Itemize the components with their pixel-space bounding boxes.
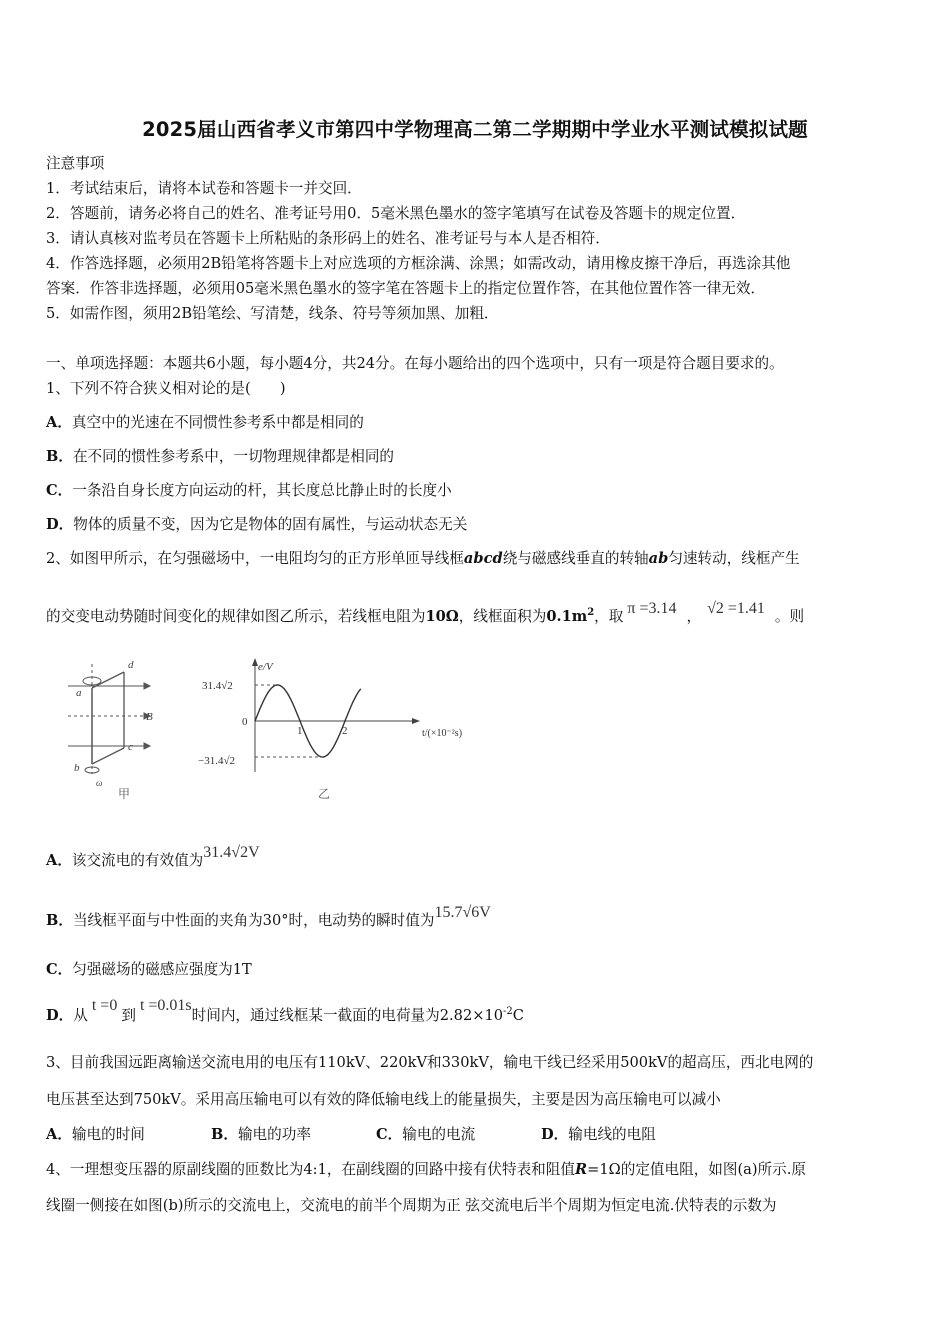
question-2-stem-line1 xyxy=(46,547,800,568)
option-math: 31.4√2V xyxy=(203,844,260,861)
stem-text: 2、如图甲所示，在匀强磁场中，一电阻均匀的正方形单匝导线框 xyxy=(46,550,464,567)
label-b: b xyxy=(74,762,80,774)
label-B: B xyxy=(146,711,153,723)
arrow-icon xyxy=(144,683,150,689)
option-label: A． xyxy=(46,1126,72,1143)
option-text: 输电线的电阻 xyxy=(568,1126,656,1143)
option-text: 时间内，通过线框某一截面的电荷量为2.82×10 xyxy=(191,1007,504,1024)
option-text: 从 xyxy=(73,1007,88,1024)
option-text: 真空中的光速在不同惯性参考系中都是相同的 xyxy=(71,414,364,431)
option-label: C． xyxy=(376,1126,403,1143)
stem-text: 绕与磁感线垂直的转轴 xyxy=(502,550,649,567)
figure-jia xyxy=(66,654,176,804)
note-item: 5．如需作图，须用2B铅笔绘、写清楚，线条、符号等须加黑、加粗． xyxy=(46,305,499,322)
option-label: A． xyxy=(46,414,72,431)
sqrt2-value: √2 =1.41 xyxy=(707,600,765,617)
stem-text: 4、一理想变压器的原副线圈的匝数比为4:1，在副线圈的回路中接有伏特表和阻值 xyxy=(46,1161,575,1178)
option-label: B． xyxy=(46,448,73,465)
figure-yi-chart xyxy=(198,654,463,804)
q1-option-d xyxy=(46,513,467,534)
option-text: 输电的时间 xyxy=(71,1126,145,1143)
x-axis-arrow-icon xyxy=(412,718,420,724)
option-text: 输电的功率 xyxy=(237,1126,311,1143)
stem-value: 0.1m xyxy=(546,608,588,625)
option-text: 输电的电流 xyxy=(402,1126,476,1143)
pi-value: π =3.14 xyxy=(627,600,677,617)
option-label: D． xyxy=(541,1126,569,1143)
stem-var: abcd xyxy=(463,550,503,567)
label-omega: ω xyxy=(96,778,103,788)
q2-option-a xyxy=(46,844,260,870)
option-math: t =0 xyxy=(91,997,118,1014)
option-text: 当线框平面与中性面的夹角为30°时，电动势的瞬时值为 xyxy=(72,912,435,929)
question-1-stem: 1、下列不符合狭义相对论的是( ) xyxy=(46,380,286,397)
note-item: 2．答题前，请务必将自己的姓名、准考证号用0．5毫米黑色墨水的签字笔填写在试卷及答题卡的规定位置． xyxy=(46,205,746,222)
stem-var: ab xyxy=(648,550,669,567)
q1-option-c xyxy=(46,479,452,500)
page-title: 2025届山西省孝义市第四中学物理高二第二学期期中学业水平测试模拟试题 xyxy=(142,118,808,141)
stem-var: R xyxy=(574,1161,588,1178)
stem-sup: 2 xyxy=(587,607,595,619)
option-math: t =0.01s xyxy=(139,997,192,1014)
stem-text: ，取 xyxy=(594,608,624,625)
option-label: C． xyxy=(46,961,73,978)
label-c: c xyxy=(128,741,133,753)
stem-text: =1Ω的定值电阻，如图(a)所示.原 xyxy=(587,1161,806,1178)
stem-text: 。则 xyxy=(774,608,805,625)
x-tick-label: 2 xyxy=(342,725,348,737)
note-item: 答案．作答非选择题，必须用05毫米黑色墨水的签字笔在答题卡上的指定位置作答，在其他位置作答一律无效． xyxy=(46,280,766,297)
question-3-stem-line2: 电压甚至达到750kV。采用高压输电可以有效的降低输电线上的能量损失，主要是因为高压输电可以减小 xyxy=(46,1091,721,1108)
x-axis-label: t/(×10⁻²s) xyxy=(422,728,463,739)
option-text: 匀强磁场的磁感应强度为1T xyxy=(72,961,252,978)
question-3-stem-line1: 3、目前我国远距离输送交流电用的电压有110kV、220kV和330kV，输电干线已经采用500kV的超高压，西北电网的 xyxy=(46,1054,814,1071)
option-math: 15.7√6V xyxy=(434,904,491,921)
option-text: 在不同的惯性参考系中，一切物理规律都是相同的 xyxy=(72,448,395,465)
option-text: C xyxy=(512,1007,524,1024)
stem-text: 的交变电动势随时间变化的规律如图乙所示，若线框电阻为 xyxy=(46,608,426,625)
option-text: 物体的质量不变，因为它是物体的固有属性，与运动状态无关 xyxy=(73,516,468,533)
q2-option-c xyxy=(46,958,252,979)
note-item: 4．作答选择题，必须用2B铅笔将答题卡上对应选项的方框涂满、涂黑；如需改动，请用橡皮擦干净后，再选涂其他 xyxy=(46,255,791,272)
y-tick-label: 31.4√2 xyxy=(202,680,233,692)
option-text: 该交流电的有效值为 xyxy=(71,852,204,869)
q3-option-a xyxy=(46,1123,145,1144)
q3-option-b xyxy=(211,1123,311,1144)
q2-option-d xyxy=(46,997,524,1025)
q2-option-b xyxy=(46,904,491,930)
stem-text: 匀速转动，线框产生 xyxy=(668,550,800,567)
section-header: 一、单项选择题：本题共6小题，每小题4分，共24分。在每小题给出的四个选项中，只有一项是符合题目要求的。 xyxy=(46,355,784,372)
option-label: D． xyxy=(46,516,74,533)
option-sup: -2 xyxy=(503,1006,513,1018)
stem-text: ，线框面积为 xyxy=(458,608,547,625)
note-item: 3．请认真核对监考员在答题卡上所粘贴的条形码上的姓名、准考证号与本人是否相符． xyxy=(46,230,610,247)
note-item: 1．考试结束后，请将本试卷和答题卡一并交回． xyxy=(46,180,362,197)
q3-option-d xyxy=(541,1123,656,1144)
y-tick-label: 0 xyxy=(242,716,248,728)
label-d: d xyxy=(128,659,134,671)
q1-option-b xyxy=(46,445,394,466)
question-2-stem-line2 xyxy=(46,600,805,626)
option-label: D． xyxy=(46,1007,74,1024)
arrow-icon xyxy=(144,743,150,749)
option-label: A． xyxy=(46,852,72,869)
figure-label-jia: 甲 xyxy=(118,787,131,801)
q1-option-a xyxy=(46,411,364,432)
stem-value: 10Ω xyxy=(425,608,459,625)
question-4-stem-line2: 线圈一侧接在如图(b)所示的交流电上，交流电的前半个周期为正 弦交流电后半个周期为恒定电流.伏特表的示数为 xyxy=(46,1197,777,1214)
coil-side-bc xyxy=(92,748,124,764)
option-text: 一条沿自身长度方向运动的杆，其长度总比静止时的长度小 xyxy=(72,482,452,499)
notes-heading: 注意事项 xyxy=(46,155,105,172)
q3-option-c xyxy=(376,1123,475,1144)
option-label: B． xyxy=(211,1126,238,1143)
y-axis-label: e/V xyxy=(258,661,273,673)
option-label: B． xyxy=(46,912,73,929)
label-a: a xyxy=(76,687,82,699)
x-tick-label: 1 xyxy=(297,725,303,737)
option-label: C． xyxy=(46,482,73,499)
stem-text: ， xyxy=(686,608,702,625)
figure-label-yi: 乙 xyxy=(318,787,331,801)
option-text: 到 xyxy=(121,1007,136,1024)
question-4-stem-line1 xyxy=(46,1158,806,1179)
y-tick-label: −31.4√2 xyxy=(198,755,235,767)
